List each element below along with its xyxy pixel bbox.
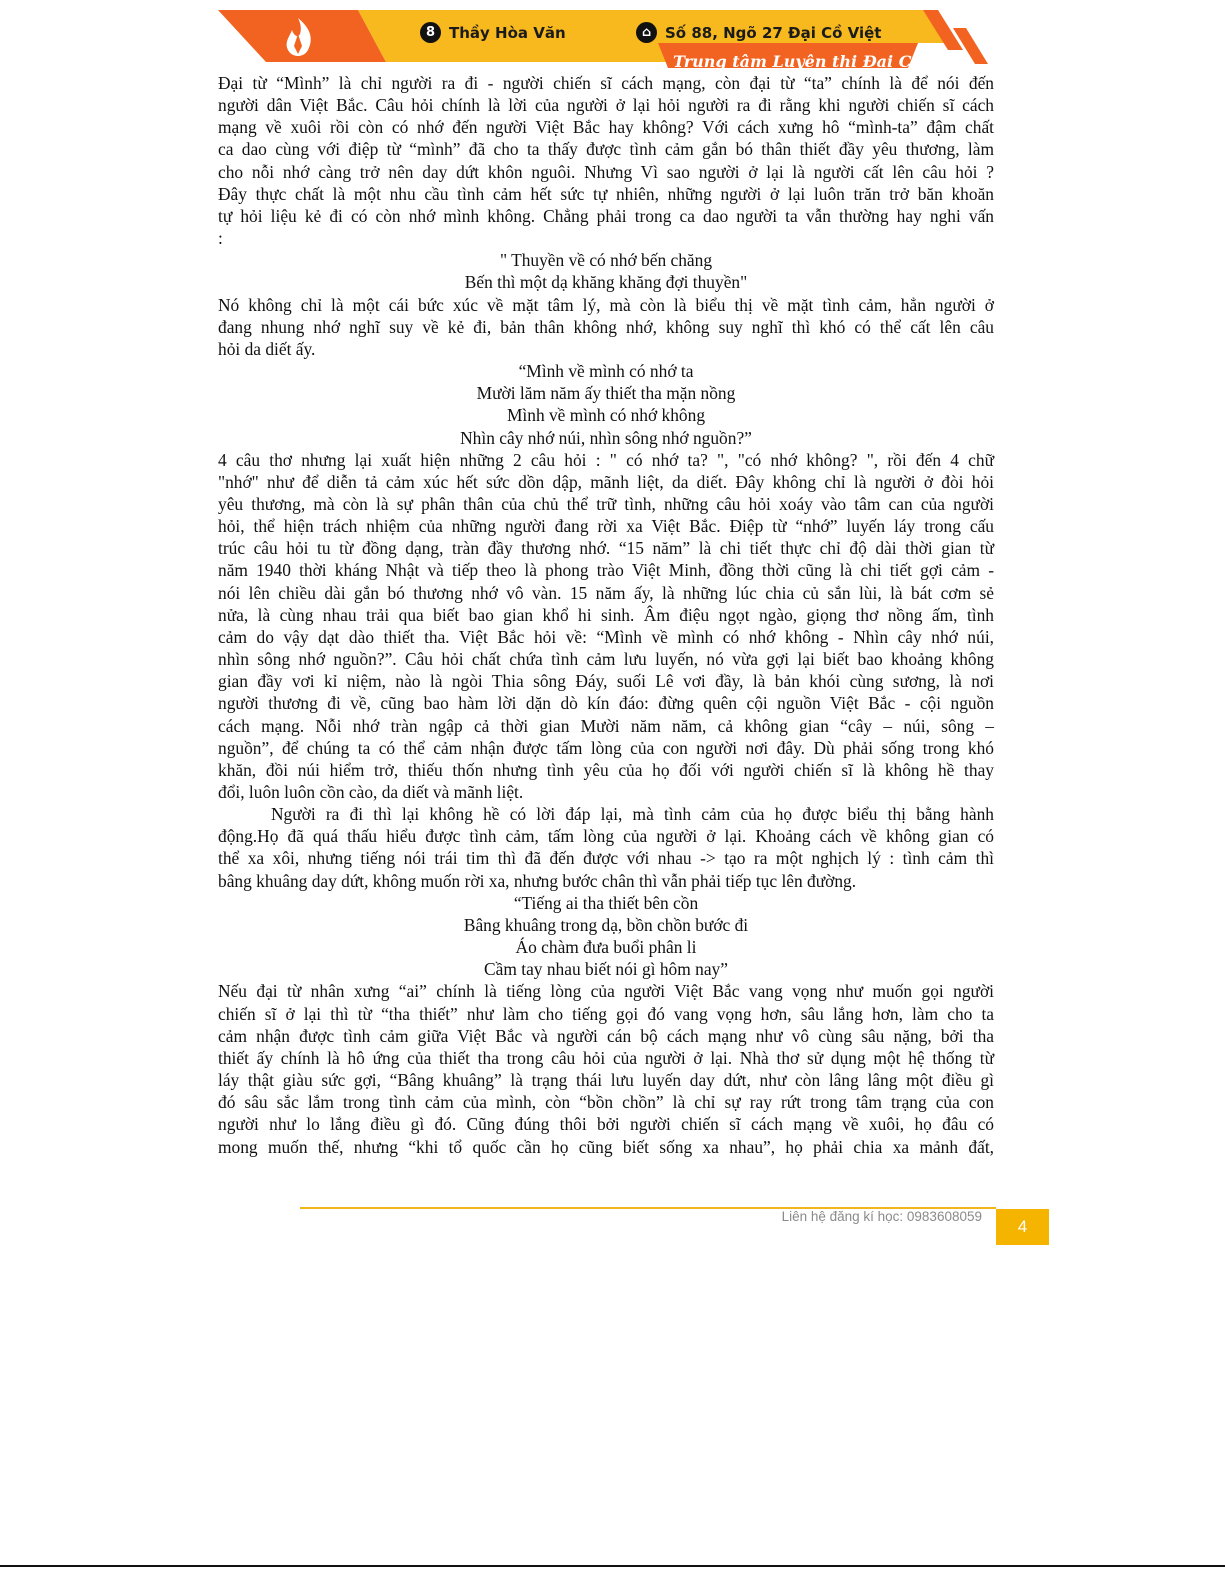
home-icon: ⌂ [636,22,657,43]
text-line: khăn, đồi núi hiểm trở, thiếu thốn nhưng tình yêu của họ đối với người chiến sĩ là không hề thay [218,759,994,780]
text-line: Đại từ “Mình” là chỉ người ra đi - người chiến sĩ cách mạng, còn đại từ “ta” chính là để nói đến [218,73,994,93]
verse-line: “Tiếng ai tha thiết bên cồn [513,892,699,913]
text-line: cảm nhận được tình cảm giữa Việt Bắc và người cán bộ cách mạng như vô cùng sâu nặng, bởi tha [218,1025,994,1046]
text-line: hỏi da diết ấy. [218,338,316,359]
document-body [218,72,994,1158]
paragraph-1 [218,72,994,249]
text-line: động.Họ đã quá thấu hiểu được tình cảm, tấm lòng của người ở lại. Khoảng cách về không gian có [218,826,994,847]
text-line: nguồn”, để chúng ta có thể cảm nhận được tấm lòng của con người nơi đây. Dù phải sống trong khó [218,737,994,758]
paragraph-5 [218,980,994,1157]
verse-line: Nhìn cây nhớ núi, nhìn sông nhớ nguồn?” [460,427,752,448]
text-line: Nó không chỉ là một cái bức xúc về mặt tâm lý, mà còn là biểu thị về mặt tình cảm, hẳn người ở [218,294,994,315]
text-line: ca dao cùng với điệp từ “mình” đã cho ta thấy được tình cảm gắn bó thân thiết đầy yêu thương, làm [218,139,994,160]
text-line: Đây thực chất là một nhu cầu tình cảm hết sức tự nhiên, những người ở lại luôn trăn trở băn khoăn [218,183,994,204]
header-banner [218,10,998,71]
verse-line: Áo chàm đưa buổi phân li [515,937,697,958]
verse-line: Bâng khuâng trong dạ, bồn chồn bước đi [463,914,749,935]
text-line: gian đầy vơi kỉ niệm, nào là ngòi Thia sông Đáy, suối Lê vơi đầy, là bản khói cùng sương, là nơi [218,671,994,692]
verse-line: “Mình về mình có nhớ ta [518,361,694,382]
text-line: người thương đi về, cũng bao hàm lời dặn dò kín đáo: đừng quên cội nguồn Việt Bắc - cội nguồn [218,693,994,714]
text-line: thể xa xôi, nhưng tiếng nói trái tim thì đã đến được với nhau -> tạo ra một nghịch lý : tình cảm thì [218,848,994,869]
verse-1 [218,249,994,293]
text-line: đang nhung nhớ nghĩ suy về kẻ đi, bản thân không nhớ, không suy nghĩ thì khó có thể cất lên câu [218,316,994,337]
text-line: người như lo lắng điều gì đó. Cũng đúng thôi bởi người chiến sĩ cách mạng về xuôi, họ đâu có [218,1114,994,1135]
text-line: cho nỗi nhớ càng trở nên day dứt khôn nguôi. Nhưng Vì sao người ở lại là người cất lên câu hỏi ? [218,161,994,182]
text-line: nhìn sông nhớ nguồn?”. Câu hỏi chất chứa tình cảm lưu luyến, nó vừa gợi lại biết bao khoảng không [218,649,994,670]
text-line: nói lên chiều dài gắn bó thương nhớ vô vàn. 15 năm ấy, là những lúc chia củ sắn lùi, là bát cơm sẻ [218,582,994,603]
text-line: láy thật giàu sức gợi, “Bâng khuâng” là trạng thái lưu luyến day dứt, như còn lâng lâng một điều gì [218,1070,994,1091]
footer-contact: Liên hệ đăng kí học: 0983608059 [781,1209,982,1224]
text-line: thiết ấy chính là hô ứng của thiết tha trong câu hỏi của người ở lại. Nhà thơ sử dụng một hệ thống từ [218,1047,994,1068]
text-line: người dân Việt Bắc. Câu hỏi chính là lời của người ở lại hỏi người ra đi rằng khi người chiến sĩ cách [218,95,994,116]
paragraph-4 [218,803,994,892]
verse-3 [218,892,994,981]
text-line: cảm do vậy dạt dào thiết tha. Việt Bắc hỏi về: “Mình về mình có nhớ không - Nhìn cây nhớ núi, [218,626,994,647]
verse-line: " Thuyền về có nhớ bến chăng [499,250,713,271]
text-line: đó sâu sắc lắm trong tình cảm của mình, còn “bồn chồn” là chỉ sự ray rứt trong tâm trạng của con [218,1092,994,1113]
text-line: nửa, là cùng nhau trải qua biết bao gian khổ hi sinh. Âm điệu ngọt ngào, giọng thơ nồng ấm, tình [218,604,994,625]
verse-line: Mình về mình có nhớ không [506,405,706,426]
text-line: yêu thương, mà còn là sự phân thân của chủ thể trữ tình, những câu hỏi xoáy vào tâm can của người [218,493,994,514]
text-line: cách mạng. Nỗi nhớ tràn ngập cả thời gian Mười năm năm, cả không gian “cây – núi, sông – [218,715,994,736]
text-line: "nhớ" như để diễn tả cảm xúc hết sức dồn dập, mãnh liệt, da diết. Đây không chỉ là người ở đòi hỏi [218,471,994,492]
text-line: đổi, luôn luôn cồn cào, da diết và mãnh liệt. [218,782,524,802]
number-circle-icon: 8 [420,22,441,43]
bottom-border [0,1565,1225,1567]
header-address [636,22,881,43]
text-line: hỏi, thể hiện trách nhiệm của những người đang rời xa Việt Bắc. Điệp từ “nhớ” luyến láy trong cấu [218,516,994,537]
header-slogan: Trung tâm Luyện thi Đại Cồ Việt [673,52,964,71]
text-line: bâng khuâng day dứt, không muốn rời xa, nhưng bước chân thì vẫn phải tiếp tục lên đường. [218,870,857,891]
text-line: 4 câu thơ nhưng lại xuất hiện những 2 câu hỏi : " có nhớ ta? ", "có nhớ không? ", rồi đến 4 chữ [218,449,994,470]
text-line: tự hỏi liệu kẻ đi có còn nhớ mình không. Chẳng phải trong ca dao người ta vẫn thường hay nghi vấn [218,205,994,226]
text-line: chiến sĩ ở lại thì từ “tha thiết” như làm cho tiếng gọi đó vang vọng hơn, sâu lắng hơn, làm cho ta [218,1003,994,1024]
verse-line: Bến thì một dạ khăng khăng đợi thuyền" [464,272,748,293]
text-line: : [218,228,223,249]
text-line: năm 1940 thời kháng Nhật và tiếp theo là phong trào Việt Minh, đồng thời cũng là chi tiết gợi cảm - [218,560,994,581]
verse-2 [218,360,994,449]
verse-line: Mười lăm năm ấy thiết tha mặn nồng [476,383,736,404]
text-line: Người ra đi thì lại không hề có lời đáp lại, mà tình cảm của họ được biểu thị bằng hành [271,804,994,825]
text-line: trúc câu hỏi tu từ đồng dạng, tràn đầy thương nhớ. “15 năm” là chi tiết thực chỉ độ dài thời gian từ [218,538,994,559]
text-line: mong muốn thế, nhưng “khi tổ quốc cần họ cũng biết sống xa nhau”, họ phải chia xa mảnh đất, [218,1136,994,1157]
teacher-name: Thầy Hòa Văn [449,23,566,42]
address-text: Số 88, Ngõ 27 Đại Cồ Việt [665,23,882,42]
page-number: 4 [996,1209,1049,1245]
header-teacher [420,22,566,43]
text-line: mạng về xuôi rồi còn có nhớ đến người Việt Bắc hay không? Với cách xưng hô “mình-ta” đậm chất [218,117,994,138]
text-line: Nếu đại từ nhân xưng “ai” chính là tiếng lòng của người Việt Bắc vang vọng như muốn gọi người [218,981,994,1002]
verse-line: Cầm tay nhau biết nói gì hôm nay” [484,959,728,980]
paragraph-3 [218,449,994,804]
paragraph-2 [218,294,994,360]
